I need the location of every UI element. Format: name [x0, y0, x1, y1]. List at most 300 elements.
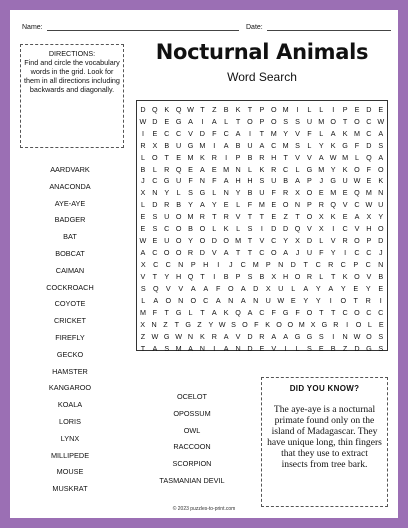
grid-letter[interactable]: Q — [330, 200, 336, 210]
grid-letter[interactable]: Q — [235, 307, 241, 317]
grid-letter[interactable]: X — [366, 212, 372, 222]
grid-letter[interactable]: K — [342, 272, 348, 282]
grid-letter[interactable]: I — [217, 260, 220, 270]
grid-letter[interactable]: L — [367, 319, 372, 329]
grid-letter[interactable]: C — [259, 248, 265, 258]
grid-letter[interactable]: I — [213, 140, 216, 150]
grid-letter[interactable]: O — [377, 224, 384, 234]
grid-letter[interactable]: E — [318, 343, 324, 353]
grid-letter[interactable]: T — [247, 212, 253, 222]
grid-letter[interactable]: K — [265, 319, 271, 329]
grid-letter[interactable]: L — [224, 116, 229, 126]
grid-letter[interactable]: S — [152, 224, 158, 234]
grid-letter[interactable]: O — [306, 188, 313, 198]
grid-letter[interactable]: Y — [340, 284, 346, 294]
grid-letter[interactable]: M — [187, 212, 194, 222]
grid-letter[interactable]: E — [211, 164, 217, 174]
grid-letter[interactable]: L — [212, 188, 217, 198]
grid-letter[interactable]: V — [354, 224, 360, 234]
grid-letter[interactable]: E — [140, 212, 146, 222]
grid-letter[interactable]: K — [330, 140, 336, 150]
grid-letter[interactable]: D — [140, 104, 146, 114]
grid-letter[interactable]: Y — [365, 284, 371, 294]
grid-letter[interactable]: A — [140, 248, 146, 258]
grid-letter[interactable]: M — [318, 116, 325, 126]
grid-letter[interactable]: O — [282, 200, 289, 210]
grid-letter[interactable]: E — [290, 295, 296, 305]
grid-letter[interactable]: L — [307, 140, 312, 150]
grid-letter[interactable]: P — [259, 104, 265, 114]
grid-letter[interactable]: M — [258, 200, 265, 210]
grid-letter[interactable]: X — [318, 212, 324, 222]
grid-letter[interactable]: H — [235, 176, 241, 186]
grid-letter[interactable]: O — [223, 236, 229, 246]
grid-letter[interactable]: Q — [175, 164, 182, 174]
grid-letter[interactable]: U — [306, 116, 313, 126]
grid-letter[interactable]: C — [164, 224, 170, 234]
grid-letter[interactable]: C — [152, 248, 158, 258]
grid-letter[interactable]: V — [165, 284, 171, 294]
grid-letter[interactable]: T — [235, 248, 241, 258]
grid-letter[interactable]: C — [342, 224, 348, 234]
grid-letter[interactable]: B — [235, 140, 241, 150]
grid-letter[interactable]: O — [354, 236, 360, 246]
grid-letter[interactable]: U — [176, 140, 182, 150]
grid-letter[interactable]: R — [283, 188, 289, 198]
grid-letter[interactable]: E — [318, 188, 324, 198]
grid-letter[interactable]: T — [247, 236, 253, 246]
grid-letter[interactable]: D — [366, 140, 372, 150]
grid-letter[interactable]: T — [353, 295, 358, 305]
grid-letter[interactable]: H — [247, 176, 253, 186]
grid-letter[interactable]: C — [165, 260, 171, 270]
grid-letter[interactable]: O — [199, 236, 206, 246]
grid-letter[interactable]: H — [271, 152, 277, 162]
grid-letter[interactable]: L — [236, 224, 241, 234]
grid-letter[interactable]: F — [212, 128, 217, 138]
grid-letter[interactable]: S — [378, 343, 384, 353]
grid-letter[interactable]: C — [271, 140, 277, 150]
grid-letter[interactable]: P — [265, 260, 271, 270]
grid-letter[interactable]: K — [342, 164, 348, 174]
grid-letter[interactable]: Z — [140, 331, 146, 341]
grid-letter[interactable]: L — [152, 164, 157, 174]
grid-letter[interactable]: D — [199, 128, 205, 138]
grid-letter[interactable]: S — [231, 319, 236, 329]
grid-letter[interactable]: B — [140, 164, 146, 174]
grid-letter[interactable]: I — [284, 343, 287, 353]
grid-letter[interactable]: C — [283, 164, 289, 174]
grid-letter[interactable]: B — [176, 200, 182, 210]
grid-letter[interactable]: U — [378, 200, 384, 210]
grid-letter[interactable]: M — [270, 128, 277, 138]
grid-letter[interactable]: S — [378, 140, 384, 150]
grid-letter[interactable]: P — [259, 116, 265, 126]
grid-letter[interactable]: R — [271, 164, 277, 174]
grid-letter[interactable]: T — [247, 104, 253, 114]
grid-letter[interactable]: Y — [315, 295, 321, 305]
grid-letter[interactable]: A — [203, 284, 209, 294]
grid-letter[interactable]: O — [190, 295, 197, 305]
grid-letter[interactable]: L — [319, 128, 324, 138]
grid-letter[interactable]: X — [140, 260, 146, 270]
grid-letter[interactable]: V — [140, 272, 146, 282]
grid-letter[interactable]: A — [303, 284, 309, 294]
grid-letter[interactable]: P — [353, 260, 359, 270]
grid-letter[interactable]: U — [342, 176, 348, 186]
grid-letter[interactable]: R — [365, 295, 371, 305]
grid-letter[interactable]: L — [295, 343, 300, 353]
grid-letter[interactable]: S — [247, 224, 253, 234]
grid-letter[interactable]: P — [190, 260, 196, 270]
grid-letter[interactable]: G — [306, 164, 313, 174]
grid-letter[interactable]: Y — [315, 284, 321, 294]
grid-letter[interactable]: C — [342, 307, 348, 317]
grid-letter[interactable]: A — [328, 284, 334, 294]
grid-letter[interactable]: B — [259, 272, 265, 282]
grid-letter[interactable]: O — [175, 224, 182, 234]
grid-letter[interactable]: F — [254, 319, 259, 329]
grid-letter[interactable]: L — [319, 104, 324, 114]
grid-letter[interactable]: W — [175, 331, 183, 341]
grid-letter[interactable]: F — [216, 284, 221, 294]
grid-letter[interactable]: E — [176, 152, 182, 162]
grid-letter[interactable]: E — [188, 164, 193, 174]
grid-letter[interactable]: A — [240, 284, 246, 294]
grid-letter[interactable]: M — [175, 343, 182, 353]
grid-letter[interactable]: W — [151, 331, 159, 341]
grid-letter[interactable]: I — [248, 128, 251, 138]
grid-letter[interactable]: A — [153, 295, 159, 305]
grid-letter[interactable]: D — [354, 343, 360, 353]
grid-letter[interactable]: K — [378, 176, 384, 186]
grid-letter[interactable]: E — [366, 176, 372, 186]
grid-letter[interactable]: Y — [378, 212, 384, 222]
grid-letter[interactable]: F — [295, 307, 300, 317]
grid-letter[interactable]: I — [225, 152, 228, 162]
grid-letter[interactable]: P — [235, 152, 241, 162]
grid-letter[interactable]: Q — [354, 188, 360, 198]
grid-letter[interactable]: E — [378, 104, 384, 114]
grid-letter[interactable]: T — [200, 307, 205, 317]
grid-letter[interactable]: C — [152, 176, 158, 186]
grid-letter[interactable]: U — [306, 248, 313, 258]
grid-letter[interactable]: D — [366, 104, 372, 114]
grid-letter[interactable]: E — [378, 319, 384, 329]
grid-letter[interactable]: V — [295, 128, 300, 138]
grid-letter[interactable]: T — [164, 152, 169, 162]
grid-letter[interactable]: C — [315, 260, 321, 270]
grid-letter[interactable]: T — [295, 212, 300, 222]
grid-letter[interactable]: M — [223, 164, 230, 174]
grid-letter[interactable]: G — [294, 331, 301, 341]
grid-letter[interactable]: X — [265, 284, 271, 294]
grid-letter[interactable]: L — [295, 164, 300, 174]
grid-letter[interactable]: S — [188, 188, 193, 198]
grid-letter[interactable]: N — [151, 319, 157, 329]
grid-letter[interactable]: O — [377, 164, 384, 174]
grid-letter[interactable]: S — [295, 116, 300, 126]
grid-letter[interactable]: O — [294, 272, 301, 282]
grid-letter[interactable]: X — [140, 319, 146, 329]
grid-letter[interactable]: D — [247, 331, 253, 341]
grid-letter[interactable]: E — [152, 128, 158, 138]
grid-letter[interactable]: H — [203, 260, 209, 270]
grid-letter[interactable]: O — [165, 295, 172, 305]
grid-letter[interactable]: R — [211, 152, 217, 162]
grid-letter[interactable]: A — [259, 140, 265, 150]
grid-letter[interactable]: V — [307, 224, 312, 234]
grid-letter[interactable]: M — [365, 188, 372, 198]
grid-letter[interactable]: T — [164, 307, 169, 317]
grid-letter[interactable]: U — [265, 295, 271, 305]
grid-letter[interactable]: A — [200, 200, 205, 210]
grid-letter[interactable]: F — [366, 164, 372, 174]
grid-letter[interactable]: O — [354, 164, 360, 174]
grid-letter[interactable]: C — [365, 260, 371, 270]
grid-letter[interactable]: V — [271, 343, 277, 353]
grid-letter[interactable]: T — [342, 116, 348, 126]
grid-letter[interactable]: Q — [152, 104, 158, 114]
grid-letter[interactable]: C — [340, 260, 346, 270]
grid-letter[interactable]: O — [270, 104, 277, 114]
grid-letter[interactable]: K — [330, 212, 336, 222]
grid-letter[interactable]: U — [247, 140, 253, 150]
grid-letter[interactable]: Y — [164, 188, 170, 198]
grid-letter[interactable]: R — [259, 331, 265, 341]
grid-letter[interactable]: E — [152, 236, 158, 246]
grid-letter[interactable]: L — [176, 188, 181, 198]
name-input-line[interactable] — [47, 23, 239, 31]
grid-letter[interactable]: A — [283, 248, 289, 258]
grid-letter[interactable]: R — [306, 272, 313, 282]
grid-letter[interactable]: Q — [366, 152, 372, 162]
grid-letter[interactable]: Y — [330, 248, 336, 258]
grid-letter[interactable]: Y — [318, 140, 324, 150]
grid-letter[interactable]: T — [303, 260, 308, 270]
grid-letter[interactable]: E — [354, 104, 360, 114]
grid-letter[interactable]: L — [319, 272, 324, 282]
grid-letter[interactable]: L — [140, 152, 145, 162]
grid-letter[interactable]: V — [366, 272, 372, 282]
grid-letter[interactable]: A — [295, 176, 300, 186]
grid-letter[interactable]: G — [366, 343, 372, 353]
grid-letter[interactable]: N — [378, 188, 384, 198]
grid-letter[interactable]: G — [185, 319, 191, 329]
grid-letter[interactable]: O — [175, 248, 182, 258]
grid-letter[interactable]: V — [211, 248, 217, 258]
grid-letter[interactable]: S — [164, 343, 170, 353]
grid-letter[interactable]: O — [270, 248, 277, 258]
grid-letter[interactable]: L — [319, 236, 324, 246]
grid-letter[interactable]: R — [164, 164, 170, 174]
grid-letter[interactable]: N — [178, 260, 184, 270]
grid-letter[interactable]: E — [378, 284, 384, 294]
grid-letter[interactable]: N — [235, 343, 241, 353]
grid-letter[interactable]: D — [378, 236, 384, 246]
grid-letter[interactable]: C — [354, 200, 360, 210]
grid-letter[interactable]: W — [139, 116, 147, 126]
grid-letter[interactable]: X — [310, 319, 316, 329]
grid-letter[interactable]: V — [295, 152, 300, 162]
grid-letter[interactable]: T — [200, 272, 205, 282]
grid-letter[interactable]: A — [354, 212, 360, 222]
grid-letter[interactable]: R — [187, 248, 194, 258]
grid-letter[interactable]: M — [342, 152, 349, 162]
grid-letter[interactable]: F — [152, 307, 158, 317]
grid-letter[interactable]: Y — [303, 295, 309, 305]
grid-letter[interactable]: Y — [283, 128, 289, 138]
grid-letter[interactable]: C — [366, 307, 372, 317]
grid-letter[interactable]: D — [283, 224, 289, 234]
grid-letter[interactable]: N — [342, 331, 348, 341]
grid-letter[interactable]: M — [199, 140, 206, 150]
grid-letter[interactable]: K — [342, 128, 348, 138]
grid-letter[interactable]: I — [379, 295, 382, 305]
grid-letter[interactable]: F — [271, 307, 276, 317]
grid-letter[interactable]: G — [163, 176, 170, 186]
grid-letter[interactable]: R — [333, 319, 339, 329]
grid-letter[interactable]: L — [212, 224, 217, 234]
grid-letter[interactable]: I — [201, 116, 204, 126]
grid-letter[interactable]: Y — [208, 319, 214, 329]
grid-letter[interactable]: M — [252, 260, 259, 270]
grid-letter[interactable]: X — [152, 140, 158, 150]
grid-letter[interactable]: I — [332, 331, 335, 341]
grid-letter[interactable]: I — [213, 272, 216, 282]
grid-letter[interactable]: E — [223, 200, 229, 210]
grid-letter[interactable]: H — [366, 224, 372, 234]
grid-letter[interactable]: A — [378, 152, 384, 162]
grid-letter[interactable]: T — [140, 343, 146, 353]
grid-letter[interactable]: C — [354, 248, 360, 258]
grid-letter[interactable]: N — [235, 164, 241, 174]
grid-letter[interactable]: W — [139, 236, 147, 246]
grid-letter[interactable]: A — [188, 343, 193, 353]
grid-letter[interactable]: S — [307, 343, 312, 353]
grid-letter[interactable]: T — [212, 212, 217, 222]
grid-letter[interactable]: D — [306, 236, 313, 246]
grid-letter[interactable]: I — [329, 295, 332, 305]
grid-letter[interactable]: B — [283, 176, 289, 186]
grid-letter[interactable]: X — [295, 188, 300, 198]
grid-letter[interactable]: W — [365, 200, 373, 210]
grid-letter[interactable]: X — [140, 188, 146, 198]
grid-letter[interactable]: G — [306, 331, 313, 341]
grid-letter[interactable]: O — [340, 295, 347, 305]
grid-letter[interactable]: K — [200, 331, 205, 341]
grid-letter[interactable]: O — [276, 319, 282, 329]
grid-letter[interactable]: O — [366, 331, 372, 341]
grid-letter[interactable]: N — [294, 200, 301, 210]
grid-letter[interactable]: V — [178, 284, 184, 294]
grid-letter[interactable]: D — [253, 284, 259, 294]
grid-letter[interactable]: B — [188, 224, 193, 234]
grid-letter[interactable]: G — [175, 307, 182, 317]
grid-letter[interactable]: R — [342, 236, 348, 246]
grid-letter[interactable]: G — [163, 331, 170, 341]
grid-letter[interactable]: Y — [164, 272, 170, 282]
grid-letter[interactable]: D — [290, 260, 296, 270]
grid-letter[interactable]: S — [140, 284, 146, 294]
grid-letter[interactable]: I — [213, 343, 216, 353]
grid-letter[interactable]: M — [318, 164, 325, 174]
grid-letter[interactable]: M — [282, 104, 289, 114]
grid-letter[interactable]: I — [260, 224, 263, 234]
grid-letter[interactable]: M — [353, 128, 360, 138]
grid-letter[interactable]: A — [330, 128, 336, 138]
grid-letter[interactable]: N — [278, 260, 284, 270]
grid-letter[interactable]: H — [283, 272, 289, 282]
grid-letter[interactable]: F — [354, 140, 360, 150]
grid-letter[interactable]: I — [296, 104, 299, 114]
grid-letter[interactable]: W — [353, 331, 361, 341]
grid-letter[interactable]: A — [223, 248, 229, 258]
grid-letter[interactable]: K — [223, 307, 229, 317]
grid-letter[interactable]: D — [271, 224, 277, 234]
grid-letter[interactable]: D — [152, 200, 158, 210]
grid-letter[interactable]: O — [306, 307, 313, 317]
grid-letter[interactable]: E — [271, 200, 277, 210]
grid-letter[interactable]: O — [175, 212, 182, 222]
grid-letter[interactable]: K — [200, 152, 205, 162]
grid-letter[interactable]: A — [211, 307, 217, 317]
grid-letter[interactable]: X — [318, 224, 324, 234]
grid-letter[interactable]: T — [247, 248, 253, 258]
grid-letter[interactable]: W — [277, 295, 285, 305]
grid-letter[interactable]: V — [235, 331, 241, 341]
grid-letter[interactable]: A — [378, 128, 384, 138]
grid-letter[interactable]: I — [141, 128, 144, 138]
grid-letter[interactable]: K — [259, 164, 265, 174]
grid-letter[interactable]: L — [188, 307, 193, 317]
grid-letter[interactable]: T — [235, 116, 241, 126]
grid-letter[interactable]: L — [247, 164, 252, 174]
grid-letter[interactable]: Z — [342, 343, 348, 353]
grid-letter[interactable]: L — [307, 104, 312, 114]
grid-letter[interactable]: B — [164, 140, 170, 150]
grid-letter[interactable]: P — [307, 200, 312, 210]
grid-letter[interactable]: C — [153, 260, 159, 270]
grid-letter[interactable]: C — [378, 307, 384, 317]
grid-letter[interactable]: T — [331, 307, 336, 317]
grid-letter[interactable]: I — [344, 248, 347, 258]
grid-letter[interactable]: C — [366, 116, 372, 126]
grid-letter[interactable]: S — [318, 331, 324, 341]
grid-letter[interactable]: Q — [175, 104, 182, 114]
grid-letter[interactable]: U — [278, 284, 284, 294]
grid-letter[interactable]: Z — [197, 319, 202, 329]
grid-letter[interactable]: X — [295, 236, 300, 246]
grid-letter[interactable]: G — [321, 319, 328, 329]
grid-letter[interactable]: A — [247, 307, 253, 317]
grid-letter[interactable]: Q — [152, 284, 159, 294]
grid-letter[interactable]: N — [228, 295, 234, 305]
grid-letter[interactable]: Y — [330, 164, 336, 174]
grid-letter[interactable]: I — [332, 224, 335, 234]
grid-letter[interactable]: S — [152, 212, 158, 222]
grid-letter[interactable]: N — [187, 331, 194, 341]
date-input-line[interactable] — [267, 23, 391, 31]
grid-letter[interactable]: L — [140, 200, 145, 210]
grid-letter[interactable]: V — [342, 200, 348, 210]
grid-letter[interactable]: Y — [188, 200, 193, 210]
grid-letter[interactable]: R — [259, 152, 265, 162]
grid-letter[interactable]: M — [235, 236, 242, 246]
grid-letter[interactable]: D — [199, 248, 205, 258]
grid-letter[interactable]: M — [139, 307, 146, 317]
grid-letter[interactable]: E — [271, 212, 277, 222]
